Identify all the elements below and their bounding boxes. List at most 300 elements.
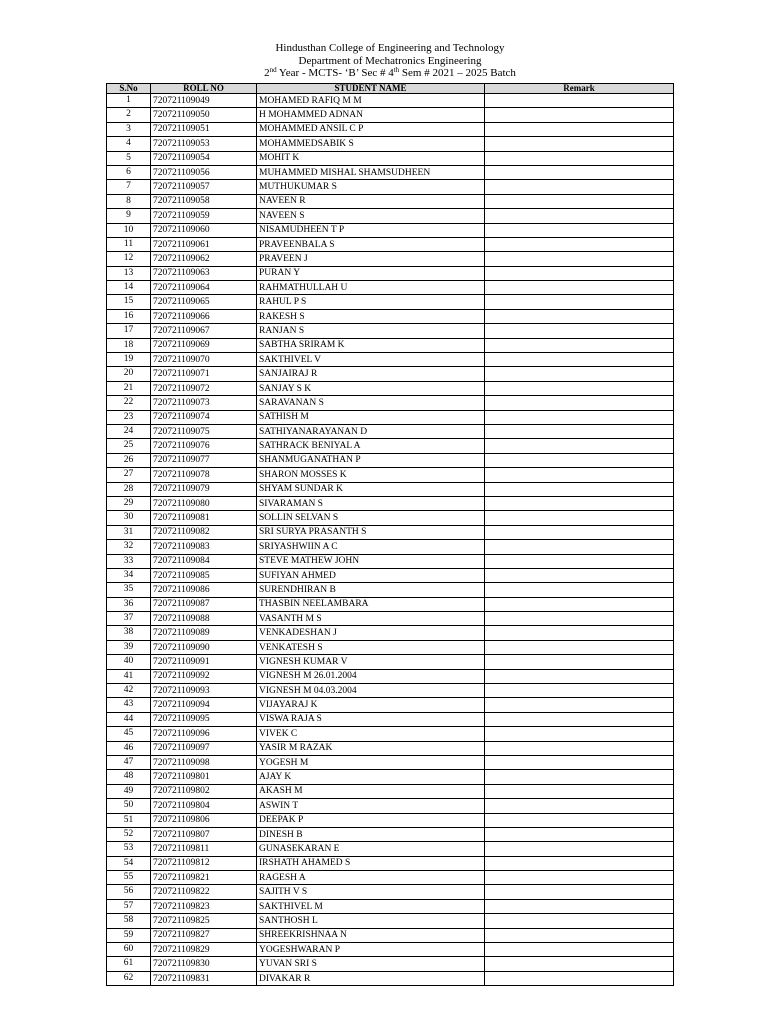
table-row — [107, 597, 674, 611]
row-remark — [485, 180, 674, 194]
row-student-name: SIVARAMAN S — [257, 496, 485, 510]
student-roster-table — [106, 83, 674, 986]
row-roll-no: 720721109086 — [151, 583, 257, 597]
batch-line — [0, 67, 768, 80]
row-student-name: SAKTHIVEL M — [257, 899, 485, 913]
row-roll-no: 720721109061 — [151, 237, 257, 251]
row-sno: 56 — [107, 885, 151, 899]
table-row — [107, 827, 674, 841]
row-remark — [485, 612, 674, 626]
row-student-name: NAVEEN R — [257, 194, 485, 208]
row-remark — [485, 597, 674, 611]
row-student-name: SANJAY S K — [257, 381, 485, 395]
row-roll-no: 720721109093 — [151, 684, 257, 698]
table-row — [107, 367, 674, 381]
table-row — [107, 453, 674, 467]
row-sno: 38 — [107, 626, 151, 640]
row-remark — [485, 813, 674, 827]
row-student-name: DEEPAK P — [257, 813, 485, 827]
table-row — [107, 583, 674, 597]
table-row — [107, 971, 674, 985]
table-row — [107, 94, 674, 108]
table-row — [107, 871, 674, 885]
table-row — [107, 568, 674, 582]
row-remark — [485, 165, 674, 179]
table-row — [107, 755, 674, 769]
row-sno: 61 — [107, 957, 151, 971]
row-student-name: MOHAMMED ANSIL C P — [257, 122, 485, 136]
row-student-name: SHARON MOSSES K — [257, 468, 485, 482]
table-row — [107, 266, 674, 280]
row-student-name: SABTHA SRIRAM K — [257, 338, 485, 352]
row-remark — [485, 281, 674, 295]
row-student-name: VIGNESH KUMAR V — [257, 655, 485, 669]
row-roll-no: 720721109058 — [151, 194, 257, 208]
row-remark — [485, 496, 674, 510]
table-row — [107, 194, 674, 208]
table-row — [107, 439, 674, 453]
row-student-name: VISWA RAJA S — [257, 712, 485, 726]
row-sno: 44 — [107, 712, 151, 726]
row-remark — [485, 943, 674, 957]
row-student-name: SRIYASHWIIN A C — [257, 540, 485, 554]
row-roll-no: 720721109062 — [151, 252, 257, 266]
row-student-name: SHANMUGANATHAN P — [257, 453, 485, 467]
table-row — [107, 784, 674, 798]
row-sno: 34 — [107, 568, 151, 582]
row-remark — [485, 842, 674, 856]
row-student-name: PRAVEENBALA S — [257, 237, 485, 251]
row-roll-no: 720721109091 — [151, 655, 257, 669]
row-remark — [485, 295, 674, 309]
row-roll-no: 720721109063 — [151, 266, 257, 280]
row-sno: 6 — [107, 165, 151, 179]
table-row — [107, 741, 674, 755]
table-row — [107, 856, 674, 870]
table-row — [107, 712, 674, 726]
row-roll-no: 720721109096 — [151, 727, 257, 741]
row-student-name: SARAVANAN S — [257, 396, 485, 410]
table-row — [107, 324, 674, 338]
table-row — [107, 698, 674, 712]
row-roll-no: 720721109064 — [151, 281, 257, 295]
row-student-name: VASANTH M S — [257, 612, 485, 626]
row-sno: 14 — [107, 281, 151, 295]
row-remark — [485, 957, 674, 971]
row-roll-no: 720721109804 — [151, 799, 257, 813]
row-remark — [485, 698, 674, 712]
row-roll-no: 720721109822 — [151, 885, 257, 899]
row-student-name: SATHIYANARAYANAN D — [257, 424, 485, 438]
table-row — [107, 137, 674, 151]
row-remark — [485, 914, 674, 928]
row-sno: 33 — [107, 554, 151, 568]
row-student-name: SHREEKRISHNAA N — [257, 928, 485, 942]
row-roll-no: 720721109076 — [151, 439, 257, 453]
table-row — [107, 770, 674, 784]
row-student-name: SURENDHIRAN B — [257, 583, 485, 597]
row-roll-no: 720721109089 — [151, 626, 257, 640]
row-sno: 4 — [107, 137, 151, 151]
row-remark — [485, 353, 674, 367]
row-sno: 27 — [107, 468, 151, 482]
row-roll-no: 720721109807 — [151, 827, 257, 841]
row-sno: 42 — [107, 684, 151, 698]
table-row — [107, 511, 674, 525]
row-remark — [485, 871, 674, 885]
row-sno: 58 — [107, 914, 151, 928]
row-sno: 59 — [107, 928, 151, 942]
row-roll-no: 720721109050 — [151, 108, 257, 122]
table-row — [107, 309, 674, 323]
row-sno: 3 — [107, 122, 151, 136]
row-remark — [485, 712, 674, 726]
row-remark — [485, 727, 674, 741]
row-remark — [485, 568, 674, 582]
row-roll-no: 720721109092 — [151, 669, 257, 683]
row-roll-no: 720721109811 — [151, 842, 257, 856]
row-student-name: NAVEEN S — [257, 209, 485, 223]
row-sno: 57 — [107, 899, 151, 913]
row-student-name: SAJITH V S — [257, 885, 485, 899]
row-remark — [485, 137, 674, 151]
table-row — [107, 928, 674, 942]
year-number: 2 — [264, 67, 270, 79]
row-sno: 31 — [107, 525, 151, 539]
table-row — [107, 496, 674, 510]
row-remark — [485, 669, 674, 683]
table-row — [107, 626, 674, 640]
row-roll-no: 720721109051 — [151, 122, 257, 136]
row-remark — [485, 468, 674, 482]
row-student-name: DINESH B — [257, 827, 485, 841]
table-row — [107, 165, 674, 179]
table-row — [107, 669, 674, 683]
row-sno: 36 — [107, 597, 151, 611]
table-row — [107, 151, 674, 165]
row-roll-no: 720721109812 — [151, 856, 257, 870]
row-roll-no: 720721109074 — [151, 410, 257, 424]
table-row — [107, 468, 674, 482]
row-student-name: YOGESHWARAN P — [257, 943, 485, 957]
row-roll-no: 720721109823 — [151, 899, 257, 913]
row-remark — [485, 410, 674, 424]
table-row — [107, 381, 674, 395]
row-sno: 8 — [107, 194, 151, 208]
row-roll-no: 720721109049 — [151, 94, 257, 108]
table-row — [107, 281, 674, 295]
row-roll-no: 720721109078 — [151, 468, 257, 482]
table-row — [107, 943, 674, 957]
row-remark — [485, 655, 674, 669]
row-roll-no: 720721109088 — [151, 612, 257, 626]
row-roll-no: 720721109094 — [151, 698, 257, 712]
row-sno: 15 — [107, 295, 151, 309]
row-student-name: YOGESH M — [257, 755, 485, 769]
college-name: Hindusthan College of Engineering and Technology — [275, 42, 505, 54]
row-student-name: GUNASEKARAN E — [257, 842, 485, 856]
row-sno: 46 — [107, 741, 151, 755]
row-sno: 7 — [107, 180, 151, 194]
row-student-name: SATHRACK BENIYAL A — [257, 439, 485, 453]
row-remark — [485, 583, 674, 597]
row-roll-no: 720721109069 — [151, 338, 257, 352]
row-student-name: RAHUL P S — [257, 295, 485, 309]
row-remark — [485, 151, 674, 165]
row-sno: 48 — [107, 770, 151, 784]
row-remark — [485, 381, 674, 395]
row-sno: 54 — [107, 856, 151, 870]
row-roll-no: 720721109059 — [151, 209, 257, 223]
row-roll-no: 720721109065 — [151, 295, 257, 309]
row-roll-no: 720721109095 — [151, 712, 257, 726]
row-student-name: ASWIN T — [257, 799, 485, 813]
row-roll-no: 720721109053 — [151, 137, 257, 151]
row-student-name: MOHAMED RAFIQ M M — [257, 94, 485, 108]
row-remark — [485, 885, 674, 899]
document-header — [0, 42, 768, 80]
table-row — [107, 640, 674, 654]
table-row — [107, 813, 674, 827]
row-sno: 9 — [107, 209, 151, 223]
table-row — [107, 727, 674, 741]
row-remark — [485, 755, 674, 769]
row-sno: 5 — [107, 151, 151, 165]
row-student-name: RAKESH S — [257, 309, 485, 323]
row-roll-no: 720721109073 — [151, 396, 257, 410]
row-sno: 22 — [107, 396, 151, 410]
row-remark — [485, 209, 674, 223]
sem-suffix: th — [393, 66, 400, 74]
row-sno: 45 — [107, 727, 151, 741]
row-roll-no: 720721109080 — [151, 496, 257, 510]
row-student-name: SRI SURYA PRASANTH S — [257, 525, 485, 539]
table-row — [107, 914, 674, 928]
row-remark — [485, 122, 674, 136]
row-student-name: PURAN Y — [257, 266, 485, 280]
row-roll-no: 720721109831 — [151, 971, 257, 985]
row-remark — [485, 482, 674, 496]
table-row — [107, 410, 674, 424]
table-row — [107, 396, 674, 410]
row-roll-no: 720721109081 — [151, 511, 257, 525]
table-row — [107, 209, 674, 223]
row-student-name: VIGNESH M 04.03.2004 — [257, 684, 485, 698]
row-roll-no: 720721109806 — [151, 813, 257, 827]
row-sno: 32 — [107, 540, 151, 554]
row-sno: 25 — [107, 439, 151, 453]
table-row — [107, 554, 674, 568]
row-roll-no: 720721109056 — [151, 165, 257, 179]
row-roll-no: 720721109084 — [151, 554, 257, 568]
table-row — [107, 482, 674, 496]
row-roll-no: 720721109829 — [151, 943, 257, 957]
table-row — [107, 842, 674, 856]
row-remark — [485, 928, 674, 942]
table-row — [107, 353, 674, 367]
row-student-name: YASIR M RAZAK — [257, 741, 485, 755]
table-row — [107, 223, 674, 237]
table-row — [107, 899, 674, 913]
row-sno: 2 — [107, 108, 151, 122]
row-sno: 13 — [107, 266, 151, 280]
table-row — [107, 525, 674, 539]
row-student-name: SATHISH M — [257, 410, 485, 424]
row-remark — [485, 94, 674, 108]
row-remark — [485, 640, 674, 654]
row-student-name: AKASH M — [257, 784, 485, 798]
row-remark — [485, 525, 674, 539]
table-row — [107, 885, 674, 899]
row-student-name: VIJAYARAJ K — [257, 698, 485, 712]
row-remark — [485, 684, 674, 698]
row-student-name: MOHIT K — [257, 151, 485, 165]
table-row — [107, 338, 674, 352]
row-sno: 53 — [107, 842, 151, 856]
row-sno: 51 — [107, 813, 151, 827]
row-remark — [485, 554, 674, 568]
row-student-name: SANTHOSH L — [257, 914, 485, 928]
column-header-roll-no: ROLL NO — [151, 84, 257, 94]
row-remark — [485, 309, 674, 323]
row-sno: 24 — [107, 424, 151, 438]
row-roll-no: 720721109054 — [151, 151, 257, 165]
column-header-sno: S.No — [107, 84, 151, 94]
row-roll-no: 720721109098 — [151, 755, 257, 769]
row-sno: 30 — [107, 511, 151, 525]
row-student-name: RAGESH A — [257, 871, 485, 885]
row-roll-no: 720721109083 — [151, 540, 257, 554]
row-roll-no: 720721109070 — [151, 353, 257, 367]
row-remark — [485, 367, 674, 381]
row-student-name: RANJAN S — [257, 324, 485, 338]
row-student-name: VIVEK C — [257, 727, 485, 741]
row-roll-no: 720721109821 — [151, 871, 257, 885]
row-remark — [485, 741, 674, 755]
row-student-name: IRSHATH AHAMED S — [257, 856, 485, 870]
table-row — [107, 957, 674, 971]
row-remark — [485, 453, 674, 467]
row-roll-no: 720721109072 — [151, 381, 257, 395]
row-roll-no: 720721109087 — [151, 597, 257, 611]
row-remark — [485, 266, 674, 280]
row-remark — [485, 626, 674, 640]
row-roll-no: 720721109830 — [151, 957, 257, 971]
row-roll-no: 720721109090 — [151, 640, 257, 654]
row-roll-no: 720721109085 — [151, 568, 257, 582]
row-student-name: SAKTHIVEL V — [257, 353, 485, 367]
table-row — [107, 108, 674, 122]
row-student-name: VENKADESHAN J — [257, 626, 485, 640]
row-roll-no: 720721109082 — [151, 525, 257, 539]
row-remark — [485, 252, 674, 266]
row-remark — [485, 971, 674, 985]
row-remark — [485, 237, 674, 251]
row-sno: 10 — [107, 223, 151, 237]
row-sno: 60 — [107, 943, 151, 957]
row-roll-no: 720721109075 — [151, 424, 257, 438]
column-header-student-name: STUDENT NAME — [257, 84, 485, 94]
row-remark — [485, 338, 674, 352]
row-sno: 41 — [107, 669, 151, 683]
year-suffix: nd — [269, 66, 277, 74]
year-section-text: Year - MCTS- ‘B’ Sec # 4 — [276, 67, 394, 79]
row-student-name: MUHAMMED MISHAL SHAMSUDHEEN — [257, 165, 485, 179]
row-sno: 39 — [107, 640, 151, 654]
row-sno: 29 — [107, 496, 151, 510]
column-header-remark: Remark — [485, 84, 674, 94]
row-student-name: RAHMATHULLAH U — [257, 281, 485, 295]
row-roll-no: 720721109077 — [151, 453, 257, 467]
row-roll-no: 720721109097 — [151, 741, 257, 755]
row-roll-no: 720721109801 — [151, 770, 257, 784]
row-sno: 62 — [107, 971, 151, 985]
row-sno: 20 — [107, 367, 151, 381]
row-sno: 26 — [107, 453, 151, 467]
row-roll-no: 720721109827 — [151, 928, 257, 942]
row-student-name: SANJAIRAJ R — [257, 367, 485, 381]
row-roll-no: 720721109802 — [151, 784, 257, 798]
row-student-name: DIVAKAR R — [257, 971, 485, 985]
row-sno: 11 — [107, 237, 151, 251]
row-student-name: SHYAM SUNDAR K — [257, 482, 485, 496]
table-row — [107, 424, 674, 438]
table-row — [107, 612, 674, 626]
table-row — [107, 540, 674, 554]
row-student-name: H MOHAMMED ADNAN — [257, 108, 485, 122]
row-sno: 21 — [107, 381, 151, 395]
table-body — [107, 94, 674, 986]
row-sno: 37 — [107, 612, 151, 626]
row-sno: 1 — [107, 94, 151, 108]
table-row — [107, 684, 674, 698]
table-row — [107, 295, 674, 309]
row-remark — [485, 899, 674, 913]
row-sno: 47 — [107, 755, 151, 769]
row-sno: 18 — [107, 338, 151, 352]
department-name: Department of Mechatronics Engineering — [298, 54, 482, 67]
row-sno: 50 — [107, 799, 151, 813]
row-roll-no: 720721109079 — [151, 482, 257, 496]
row-roll-no: 720721109057 — [151, 180, 257, 194]
row-student-name: VIGNESH M 26.01.2004 — [257, 669, 485, 683]
row-roll-no: 720721109071 — [151, 367, 257, 381]
row-remark — [485, 223, 674, 237]
row-roll-no: 720721109060 — [151, 223, 257, 237]
row-remark — [485, 194, 674, 208]
row-student-name: STEVE MATHEW JOHN — [257, 554, 485, 568]
table-row — [107, 799, 674, 813]
row-student-name: SUFIYAN AHMED — [257, 568, 485, 582]
row-sno: 40 — [107, 655, 151, 669]
table-header-row — [107, 84, 674, 94]
row-student-name: NISAMUDHEEN T P — [257, 223, 485, 237]
row-remark — [485, 108, 674, 122]
row-remark — [485, 799, 674, 813]
row-sno: 52 — [107, 827, 151, 841]
row-remark — [485, 784, 674, 798]
row-student-name: PRAVEEN J — [257, 252, 485, 266]
table-row — [107, 252, 674, 266]
row-remark — [485, 540, 674, 554]
row-student-name: SOLLIN SELVAN S — [257, 511, 485, 525]
row-remark — [485, 324, 674, 338]
row-sno: 17 — [107, 324, 151, 338]
table-row — [107, 655, 674, 669]
row-roll-no: 720721109825 — [151, 914, 257, 928]
row-student-name: THASBIN NEELAMBARA — [257, 597, 485, 611]
row-sno: 12 — [107, 252, 151, 266]
